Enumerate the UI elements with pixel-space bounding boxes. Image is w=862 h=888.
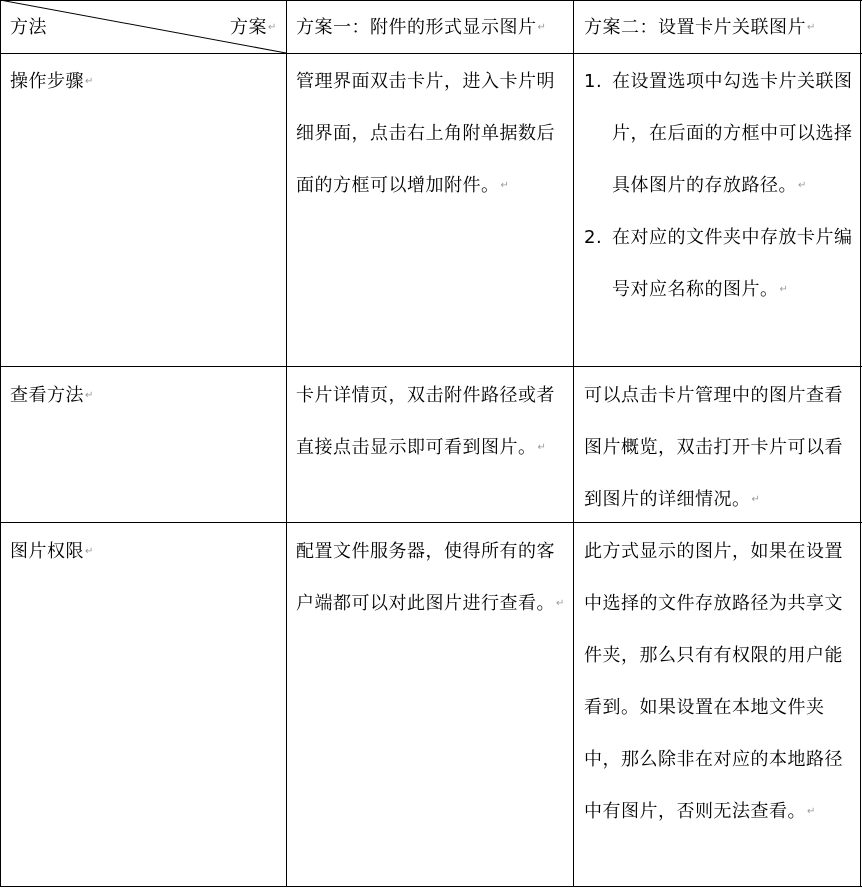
paragraph-mark: ↵ xyxy=(807,22,816,33)
row-view-label-cell xyxy=(10,370,280,422)
header-plan2-title: 方案二：设置卡片关联图片 xyxy=(584,17,806,38)
row-permission-plan1-cell xyxy=(296,526,570,630)
paragraph-mark: ↵ xyxy=(85,76,94,87)
paragraph-mark: ↵ xyxy=(751,494,761,505)
header-plan1-title: 方案一：附件的形式显示图片 xyxy=(296,17,537,38)
table-border-right xyxy=(860,0,861,887)
header-diagonal-top-right xyxy=(230,18,277,38)
list-item-number: 2. xyxy=(584,227,603,248)
header-diagonal-bottom-left xyxy=(10,18,47,38)
paragraph-mark: ↵ xyxy=(268,22,277,33)
cell-text: 可以点击卡片管理中的图片查看图片概览，双击打开卡片可以看到图片的详细情况。 xyxy=(584,385,843,510)
row-label: 图片权限 xyxy=(10,541,84,562)
row-label: 操作步骤 xyxy=(10,71,84,92)
paragraph-mark: ↵ xyxy=(85,390,94,401)
header-plan-label: 方案 xyxy=(230,17,267,38)
paragraph-mark: ↵ xyxy=(500,180,510,191)
row-permission-label-cell xyxy=(10,526,280,578)
table-border-bottom xyxy=(0,886,862,887)
paragraph-mark: ↵ xyxy=(798,180,807,191)
table-border-left xyxy=(0,0,1,887)
header-col-plan2 xyxy=(584,18,856,38)
header-col-plan1 xyxy=(296,18,570,38)
cell-text: 配置文件服务器，使得所有的客户端都可以对此图片进行查看。 xyxy=(296,541,555,614)
paragraph-mark: ↵ xyxy=(779,284,789,295)
row-operation-plan1-cell xyxy=(296,56,570,212)
paragraph-mark: ↵ xyxy=(85,546,94,557)
paragraph-mark: ↵ xyxy=(537,22,547,33)
paragraph-mark: ↵ xyxy=(807,806,816,817)
row-operation-plan2-cell xyxy=(584,56,856,316)
cell-text: 管理界面双击卡片，进入卡片明细界面，点击右上角附单据数后面的方框可以增加附件。 xyxy=(296,71,555,196)
paragraph-mark: ↵ xyxy=(556,598,565,609)
list-item xyxy=(584,56,856,212)
list-item xyxy=(584,212,856,316)
list-item-number: 1. xyxy=(584,71,603,92)
row-permission-plan2-cell xyxy=(584,526,856,838)
header-method-label: 方法 xyxy=(10,17,47,38)
column-divider-2 xyxy=(573,0,574,887)
list-item-text: 在对应的文件夹中存放卡片编号对应名称的图片。 xyxy=(612,227,853,300)
row-view-plan1-cell xyxy=(296,370,570,474)
paragraph-mark: ↵ xyxy=(537,442,547,453)
cell-text: 此方式显示的图片，如果在设置中选择的文件存放路径为共享文件夹，那么只有有权限的用户能看到。如果设置在本地文件夹中，那么除非在对应的本地路径中有图片，否则无法查看。 xyxy=(584,541,843,822)
list-item-text: 在设置选项中勾选卡片关联图片，在后面的方框中可以选择具体图片的存放路径。 xyxy=(612,71,853,196)
row-label: 查看方法 xyxy=(10,385,84,406)
cell-text: 卡片详情页，双击附件路径或者直接点击显示即可看到图片。 xyxy=(296,385,555,458)
column-divider-1 xyxy=(286,0,287,887)
row-operation-label-cell xyxy=(10,56,280,108)
row1-divider xyxy=(0,366,862,367)
row-view-plan2-cell xyxy=(584,370,856,526)
